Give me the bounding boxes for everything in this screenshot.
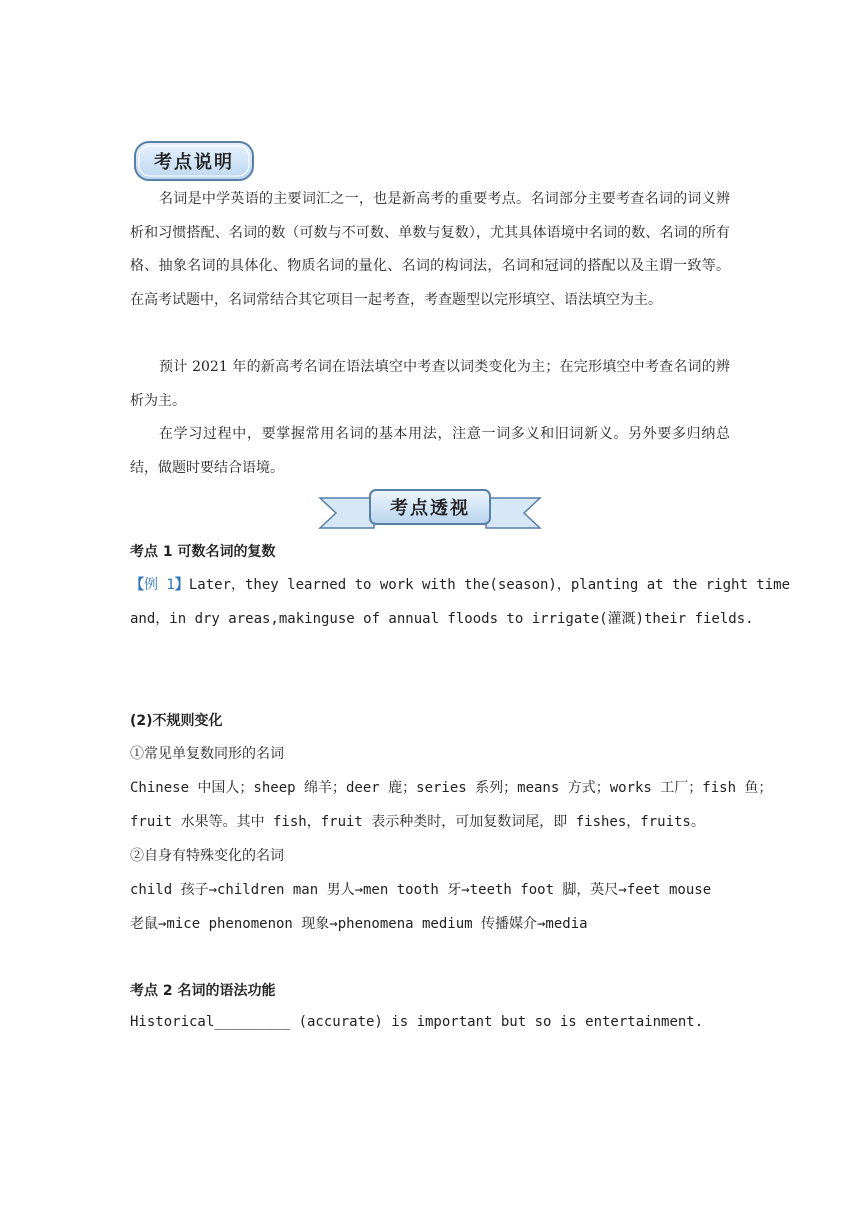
irregular-item2-line-1: child 孩子→children man 男人→men tooth 牙→teeth foot 脚，英尺→feet mouse: [130, 882, 712, 898]
kaodian-toushi-banner: [318, 488, 542, 532]
example-1-line-1: [130, 574, 791, 594]
example-bracket-close: 】: [174, 577, 189, 593]
irregular-item2-line-2: 老鼠→mice phenomenon 现象→phenomena medium 传播媒介→media: [130, 916, 588, 932]
intro-paragraph-3: 在学习过程中，要掌握常用名词的基本用法，注意一词多义和旧词新义。另外要多归纳总结，做题时要结合语境。: [130, 426, 730, 476]
irregular-item2-title: ②自身有特殊变化的名词: [130, 848, 284, 864]
example-bracket-open: 【: [130, 577, 144, 593]
intro-paragraph-2: 预计 2021 年的新高考名词在语法填空中考查以词类变化为主；在完形填空中考查名词的辨析为主。: [130, 359, 730, 409]
irregular-item1-line-2: fruit 水果等。其中 fish，fruit 表示种类时，可加复数词尾，即 fishes，fruits。: [130, 814, 705, 830]
irregular-title: (2)不规则变化: [130, 713, 223, 729]
banner2-text: 考点透视: [390, 498, 470, 519]
section2-title: 考点 2 名词的语法功能: [130, 983, 276, 999]
example-1-line-2: and，in dry areas,makinguse of annual floods to irrigate(灌溉)their fields.: [130, 611, 754, 627]
section1-title: 考点 1 可数名词的复数: [130, 544, 276, 560]
banner1-text: 考点说明: [154, 152, 234, 173]
irregular-item1-line-1: Chinese 中国人；sheep 绵羊；deer 鹿；series 系列；means 方式；works 工厂；fish 鱼；: [130, 780, 773, 796]
intro-paragraph-1: 名词是中学英语的主要词汇之一，也是新高考的重要考点。名词部分主要考查名词的词义辨析和习惯搭配、名词的数（可数与不可数、单数与复数），尤其具体语境中名词的数、名词的所有格、抽象名词的具体化、物质名词的量化、名词的构词法，名词和冠词的搭配以及主谓一致等。在高考试题中，名词常结合其它项目一起考查，考查题型以完形填空、语法填空为主。: [130, 191, 730, 308]
example-1-text-1: Later，they learned to work with the(season)，planting at the right time: [188, 577, 791, 593]
example-label: 例 1: [144, 577, 175, 593]
irregular-item1-title: ①常见单复数同形的名词: [130, 746, 284, 762]
section2-question: Historical_________ (accurate) is important but so is entertainment.: [130, 1014, 704, 1030]
kaodian-shuoming-banner: [133, 140, 255, 182]
